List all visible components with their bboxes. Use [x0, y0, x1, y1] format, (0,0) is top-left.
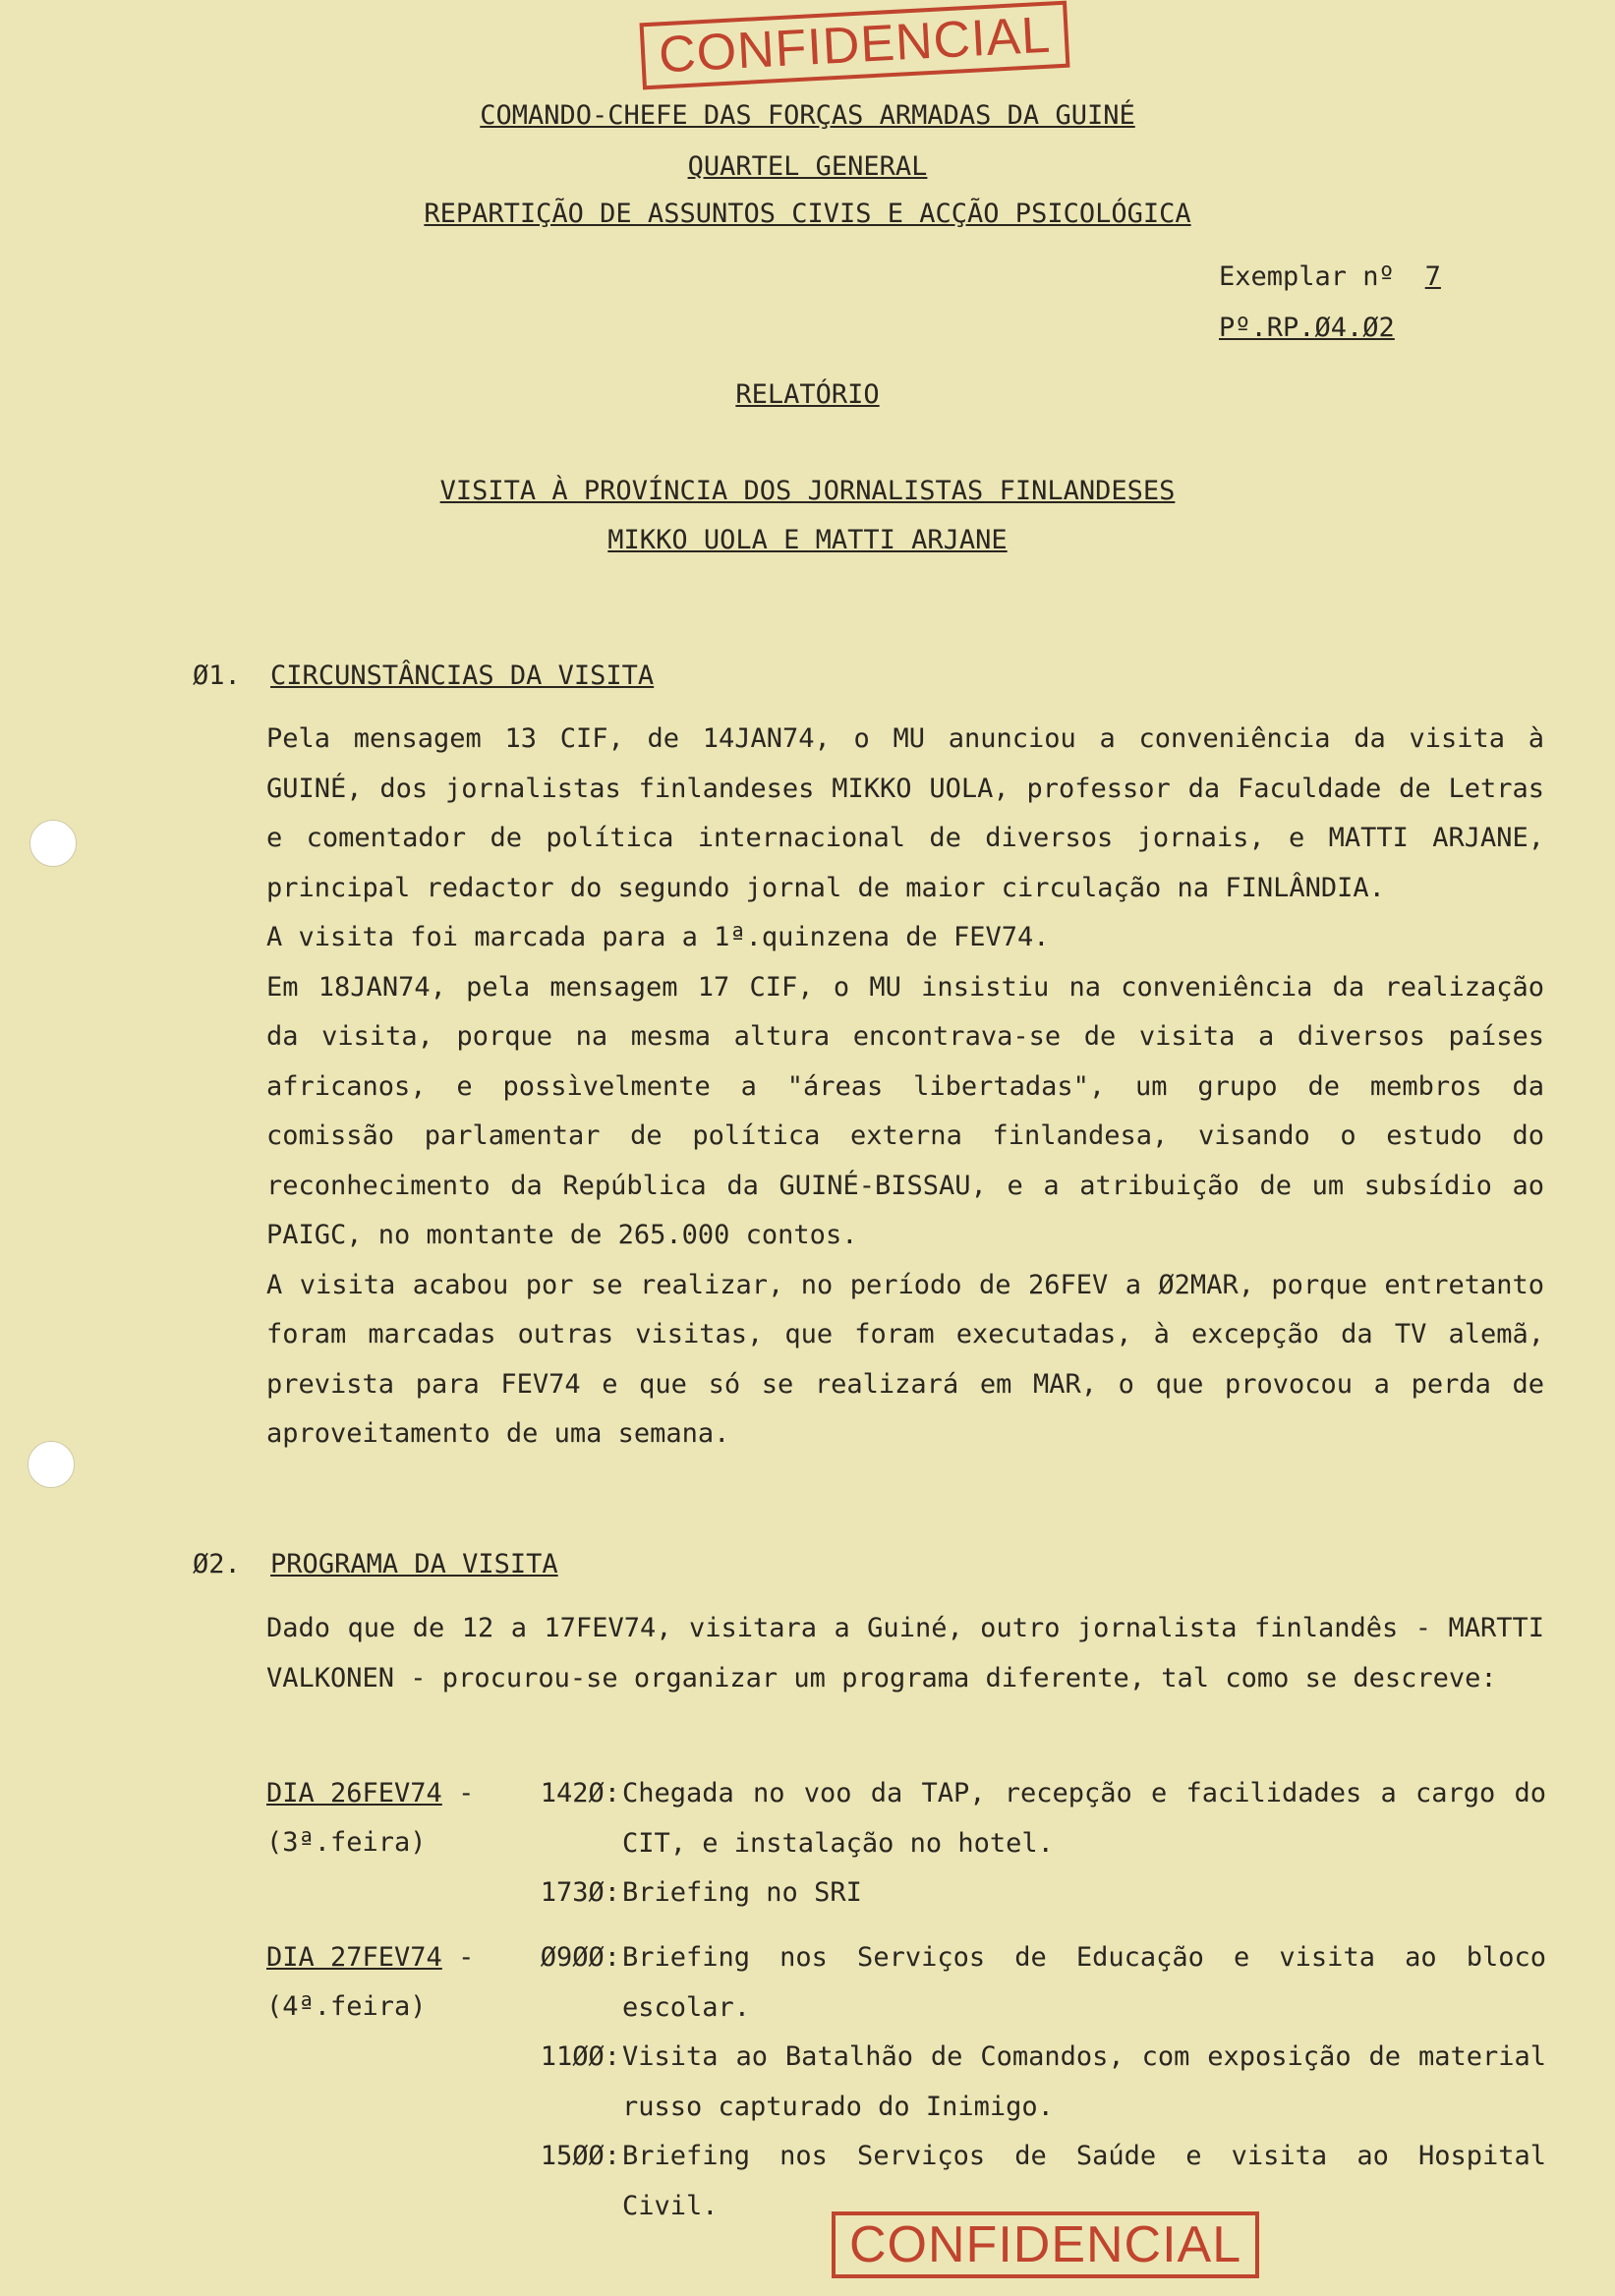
section-1-heading [193, 660, 654, 691]
section-2-title: PROGRAMA DA VISITA [270, 1549, 558, 1579]
schedule-time: 11ØØ: [540, 2041, 620, 2072]
header-hq: QUARTEL GENERAL [687, 151, 928, 182]
section-1-paragraph: Em 18JAN74, pela mensagem 17 CIF, o MU insistiu na conveniência da realização da visita, porque na mesma altura encontrava-se de visita a diversos países africanos, e possìvelmente a "áreas libertadas", um grupo de membros da comissão parlamentar de política externa finlandesa, visando o estudo do reconhecimento da República da GUINÉ-BISSAU, e a atribuição de um subsídio ao PAIGC, no montante de 265.000 contos. [266, 971, 1544, 1250]
section-1-paragraph: A visita acabou por se realizar, no período de 26FEV a Ø2MAR, porque entretanto foram marcadas outras visitas, que foram executadas, à excepção da TV alemã, prevista para FEV74 e que só se realizará em MAR, o que provocou a perda de aproveitamento de uma semana. [266, 1269, 1544, 1449]
copy-number-value: 7 [1424, 261, 1441, 292]
schedule-date: DIA 26FEV74 - [266, 1778, 475, 1808]
schedule-time: 15ØØ: [540, 2141, 620, 2171]
schedule-activity: Briefing nos Serviços de Educação e visita ao bloco escolar. [622, 1942, 1546, 2023]
section-2-heading [193, 1549, 558, 1579]
schedule-activity: Briefing no SRI [622, 1877, 862, 1908]
confidential-stamp-bottom: CONFIDENCIAL [832, 2211, 1259, 2278]
section-1-title: CIRCUNSTÂNCIAS DA VISITA [270, 660, 655, 691]
confidential-stamp-top: CONFIDENCIAL [640, 1, 1070, 90]
section-1-number: Ø1. [193, 660, 241, 691]
schedule-activity: Chegada no voo da TAP, recepção e facilidades a cargo do CIT, e instalação no hotel. [622, 1778, 1546, 1859]
header-command: COMANDO-CHEFE DAS FORÇAS ARMADAS DA GUINÉ [480, 100, 1135, 131]
section-1-paragraph: Pela mensagem 13 CIF, de 14JAN74, o MU anunciou a conveniência da visita à GUINÉ, dos jornalistas finlandeses MIKKO UOLA, professor da Faculdade de Letras e comentador de política internacional de diversos jornais, e MATTI ARJANE, principal redactor do segundo jornal de maior circulação na FINLÂNDIA. [266, 723, 1544, 903]
schedule-activity: Visita ao Batalhão de Comandos, com exposição de material russo capturado do Inimigo. [622, 2041, 1546, 2122]
schedule-day [0, 1769, 1615, 1917]
schedule-time: 142Ø: [540, 1778, 620, 1808]
section-2-intro [266, 1604, 1544, 1703]
schedule-day [0, 1933, 1615, 2221]
schedule-time: 173Ø: [540, 1877, 620, 1908]
section-1-body [266, 715, 1544, 1460]
schedule-activity: Briefing nos Serviços de Saúde e visita ao Hospital Civil. [622, 2141, 1546, 2221]
punch-hole-lower [28, 1441, 75, 1488]
reference-code: Pº.RP.Ø4.Ø2 [1219, 313, 1395, 343]
subject-line-2: MIKKO UOLA E MATTI ARJANE [607, 525, 1008, 555]
document-type: RELATÓRIO [735, 379, 880, 410]
schedule-time: Ø9ØØ: [540, 1942, 620, 1973]
schedule-weekday: (4ª.feira) [266, 1991, 427, 2022]
punch-hole-upper [29, 820, 77, 867]
subject-line-1: VISITA À PROVÍNCIA DOS JORNALISTAS FINLANDESES [439, 476, 1176, 506]
section-2-paragraph: Dado que de 12 a 17FEV74, visitara a Guiné, outro jornalista finlandês - MARTTI VALKONEN - procurou-se organizar um programa diferente, tal como se descreve: [266, 1613, 1544, 1693]
header-department: REPARTIÇÃO DE ASSUNTOS CIVIS E ACÇÃO PSICOLÓGICA [424, 199, 1191, 229]
schedule-date: DIA 27FEV74 - [266, 1942, 475, 1973]
schedule-weekday: (3ª.feira) [266, 1827, 427, 1858]
copy-number: Exemplar nº 7 [1219, 261, 1471, 292]
section-1-paragraph: A visita foi marcada para a 1ª.quinzena de FEV74. [266, 922, 1050, 952]
section-2-number: Ø2. [193, 1549, 241, 1579]
